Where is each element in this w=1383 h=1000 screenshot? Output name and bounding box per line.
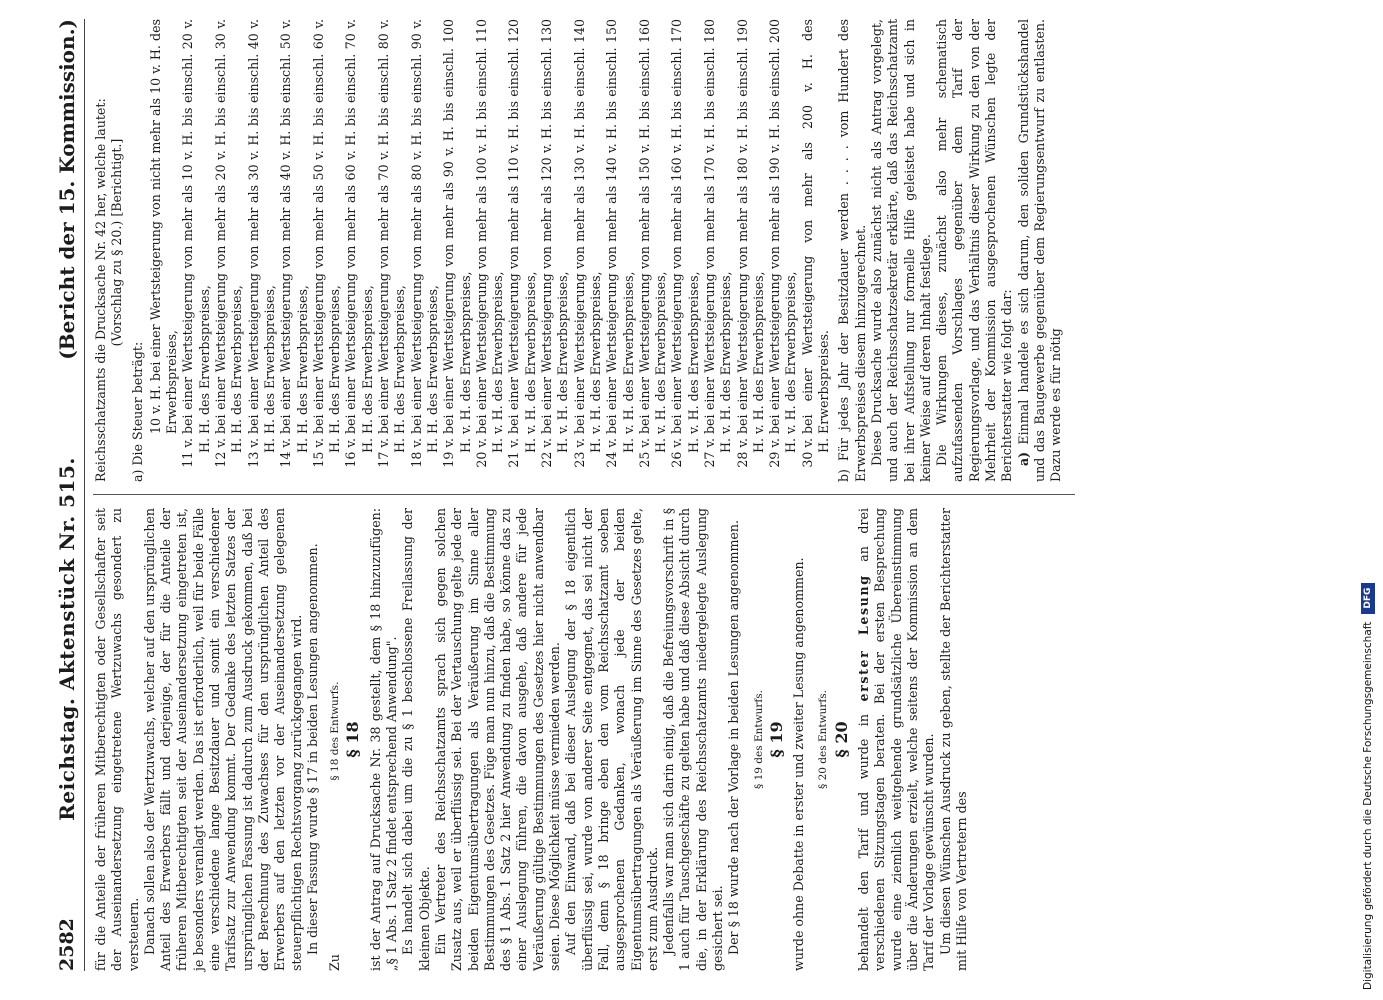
list-item: 13 v. H. bei einer Wertsteigerung von mehr als 30 v. H. bis einschl. 40 v. H. des Erwerbspreises, (245, 19, 277, 468)
document-page (50, 5, 1350, 985)
page-number: 2582 (56, 918, 78, 971)
right-column (93, 19, 1065, 482)
list-item: 14 v. H. bei einer Wertsteigerung von mehr als 40 v. H. bis einschl. 50 v. H. des Erwerbspreises, (278, 19, 310, 468)
paragraph: wurde ohne Debatte in erster und zweiter Lesung angenommen. (791, 557, 807, 971)
paragraph: Danach sollen also der Wertzuwachs, welcher auf den ursprünglichen Anteil des Erwerbers fällt und derjenige, der für die Anteile der früheren Mitberechtigten seit der Auseinandersetzung eingetreten ist, je besonders veranlagt werden. Das ist erforderlich, weil für beide Fälle eine verschiedene lange Besitzdauer und somit ein verschiedener Tarifsatz zur Anwendung kommt. Der Gedanke des letzten Satzes der ursprünglichen Fassung ist dadurch zum Ausdruck gekommen, daß bei der Berechnung des Zuwachses für den ursprünglichen Anteil des Erwerbers auf den letzten vor der Auseinandersetzung gelegenen steuerpflichtigen Rechtsvorgang zurückgegangen wird. (141, 508, 304, 971)
list-item: 21 v. H. bei einer Wertsteigerung von mehr als 110 v. H. bis einschl. 120 v. H. des Erwerbspreises, (506, 19, 538, 468)
proposal-note: (Vorschlag zu § 20.) [Berichtigt.] (109, 138, 125, 347)
document-subtitle: (Bericht der 15. Kommission.) (55, 19, 79, 360)
list-item: 16 v. H. bei einer Wertsteigerung von mehr als 60 v. H. bis einschl. 70 v. H. des Erwerbspreises, (343, 19, 375, 468)
list-item: 20 v. H. bei einer Wertsteigerung von mehr als 100 v. H. bis einschl. 110 v. H. des Erwerbspreises, (473, 19, 506, 468)
paragraph: Um diesen Wünschen Ausdruck zu geben, stellte der Berichterstatter mit Hilfe von Vertretern des (937, 508, 969, 971)
list-item: 22 v. H. bei einer Wertsteigerung von mehr als 120 v. H. bis einschl. 130 v. H. des Erwerbspreises, (539, 19, 571, 468)
left-column (93, 508, 1065, 971)
list-item: 30 v. H. bei einer Wertsteigerung von mehr als 200 v. H. des Erwerbspreises. (799, 19, 832, 468)
paragraph: Diese Drucksache wurde also zunächst nicht als Antrag vorgelegt, und auch der Reichsschatzsekretär erklärte, daß das Reichsschatzamt bei ihrer Aufstellung nur formelle Hilfe geleistet habe und sich in keiner Weise auf deren Inhalt festlege. (868, 19, 933, 482)
tax-rate-list (148, 19, 832, 482)
paragraph: Auf den Einwand, daß bei dieser Auslegung der § 18 eigentlich überflüssig sei, wurde von anderer Seite entgegnet, das sei nicht der Fall, denn § 18 bringe eben den vom Reichsschatzamt soeben ausgesprochenen Gedanken, wonach jede der beiden Eigentumsübertragungen als Veräußerung im Sinne des Gesetzes gelte, erst zum Ausdruck. (563, 508, 660, 971)
credit-text: Digitalisierung gefördert durch die Deutsche Forschungsgemeinschaft (1362, 621, 1374, 990)
section-draft-note: § 19 des Entwurfs. (752, 690, 765, 789)
list-item: 17 v. H. bei einer Wertsteigerung von mehr als 70 v. H. bis einschl. 80 v. H. des Erwerbspreises, (376, 19, 408, 468)
list-item: 26 v. H. bei einer Wertsteigerung von mehr als 160 v. H. bis einschl. 170 v. H. des Erwerbspreises, (669, 19, 701, 468)
section-18-heading: § 18 (343, 721, 363, 758)
paragraph: Jedenfalls war man sich darin einig, daß die Befreiungsvorschrift in § 1 auch für Tauschgeschäfte zu gelten habe und daß diese Absicht durch die, in der Erklärung des Reichsschatzamts niedergelegte Auslegung gesichert sei. (661, 508, 725, 971)
paragraph: Reichsschatzamts die Drucksache Nr. 42 her, welche lautet: (93, 98, 108, 482)
paragraph: Der § 18 wurde nach der Vorlage in beiden Lesungen angenommen. (726, 520, 742, 955)
list-item: 25 v. H. bei einer Wertsteigerung von mehr als 150 v. H. bis einschl. 160 v. H. des Erwerbspreises, (636, 19, 669, 468)
list-item: 19 v. H. bei einer Wertsteigerung von mehr als 90 v. H. bis einschl. 100 v. H. des Erwerbspreises, (441, 19, 473, 468)
list-item: 12 v. H. bei einer Wertsteigerung von mehr als 20 v. H. bis einschl. 30 v. H. des Erwerbspreises, (213, 19, 245, 468)
text-run: behandelt den Tarif und wurde in (856, 701, 872, 971)
column-divider (93, 494, 1075, 495)
section-draft-note: § 18 des Entwurfs. (329, 681, 342, 781)
list-item: 15 v. H. bei einer Wertsteigerung von mehr als 50 v. H. bis einschl. 60 v. H. des Erwerbspreises, (310, 19, 343, 468)
list-item: 28 v. H. bei einer Wertsteigerung von mehr als 180 v. H. bis einschl. 190 v. H. des Erwerbspreises, (734, 19, 766, 468)
list-item: 10 v. H. bei einer Wertsteigerung von nicht mehr als 10 v. H. des Erwerbspreises, (147, 19, 180, 434)
paragraph: ist der Antrag auf Drucksache Nr. 38 gestellt, dem § 18 hinzuzufügen: „§ 1 Abs. 1 Satz 2 findet entsprechend Anwendung". (367, 508, 400, 971)
section-18-reference (327, 508, 343, 971)
section-19-heading: § 19 (766, 721, 786, 758)
text-columns (93, 19, 1065, 971)
paragraph: b) Für jedes Jahr der Besitzdauer werden . . . . vom Hundert des Erwerbspreises diesem hinzugerechnet. (836, 19, 868, 482)
section-draft-note: § 20 des Entwurfs. (817, 690, 830, 789)
section-20-heading: § 20 (831, 721, 851, 758)
list-item: 24 v. H. bei einer Wertsteigerung von mehr als 140 v. H. bis einschl. 150 v. H. des Erwerbspreises, (604, 19, 636, 468)
paragraph: Die Wirkungen dieses, zunächst also mehr schematisch aufzufassenden Vorschlages gegenüber dem Tarif der Regierungsvorlage, und das Verhältnis dieser Wirkung zu den von der Mehrheit der Kommission ausgesprochenen Wünschen legte der Berichterstatter wie folgt dar: (934, 19, 1015, 482)
digitization-credit (1357, 0, 1379, 1000)
document-title: Reichstag. Aktenstück Nr. 515. (55, 457, 79, 821)
text-run: Einmal handele es sich darum, den soliden Grundstückshandel und das Baugewerbe gegenüber dem Regierungsentwurf zu entlasten. Dazu werde es für nötig (1015, 19, 1064, 482)
list-item: 27 v. H. bei einer Wertsteigerung von mehr als 170 v. H. bis einschl. 180 v. H. des Erwerbspreises, (701, 19, 734, 468)
paragraph: In dieser Fassung wurde § 17 in beiden Lesungen angenommen. (304, 543, 320, 955)
paragraph (856, 508, 937, 971)
dfg-logo: DFG (1361, 583, 1375, 614)
list-label: a) (1015, 451, 1031, 466)
running-header (50, 19, 85, 971)
section-intro-word: Zu (327, 954, 343, 971)
list-label: a) Die Steuer beträgt: (129, 341, 145, 482)
list-item: 11 v. H. bei einer Wertsteigerung von mehr als 10 v. H. bis einschl. 20 v. H. des Erwerbspreises, (180, 19, 212, 468)
paragraph: Es handelt sich dabei um die zu § 1 beschlossene Freilassung der kleinen Objekte. (400, 508, 432, 971)
list-item: 18 v. H. bei einer Wertsteigerung von mehr als 80 v. H. bis einschl. 90 v. H. des Erwerbspreises, (408, 19, 440, 468)
paragraph: Ein Vertreter des Reichsschatzamts sprach sich gegen solchen Zusatz aus, weil er überflüssig sei. Bei der Vertauschung gelte jede der beiden Eigentumsübertragungen als Veräußerung im Sinne aller Bestimmungen des Gesetzes. Füge man nun hinzu, daß die Bestimmung des § 1 Abs. 1 Satz 2 hier Anwendung zu finden habe, so könne das zu einer Auslegung führen, die davon ausgehe, daß andere für jede Veräußerung gültige Bestimmungen des Gesetzes hier nicht anwendbar seien. Diese Möglichkeit müsse vermieden werden. (432, 508, 563, 971)
paragraph: für die Anteile der früheren Mitberechtigten oder Gesellschafter seit der Auseinandersetzung eingetretene Wertzuwachs gesondert zu versteuern. (93, 508, 141, 971)
emphasis-text: erster Lesung (856, 574, 872, 702)
list-item: 29 v. H. bei einer Wertsteigerung von mehr als 190 v. H. bis einschl. 200 v. H. des Erwerbspreises, (767, 19, 799, 468)
paragraph (1016, 19, 1065, 482)
list-item: 23 v. H. bei einer Wertsteigerung von mehr als 130 v. H. bis einschl. 140 v. H. des Erwerbspreises, (571, 19, 603, 468)
text-run: an drei verschiedenen Sitzungstagen beraten. Bei der ersten Besprechung wurde eine ziemlich weitgehende grundsätzliche Übereinstimmung über die Änderungen erzielt, welche seitens der Kommission an dem Tarif der Vorlage gewünscht wurden. (856, 508, 937, 971)
